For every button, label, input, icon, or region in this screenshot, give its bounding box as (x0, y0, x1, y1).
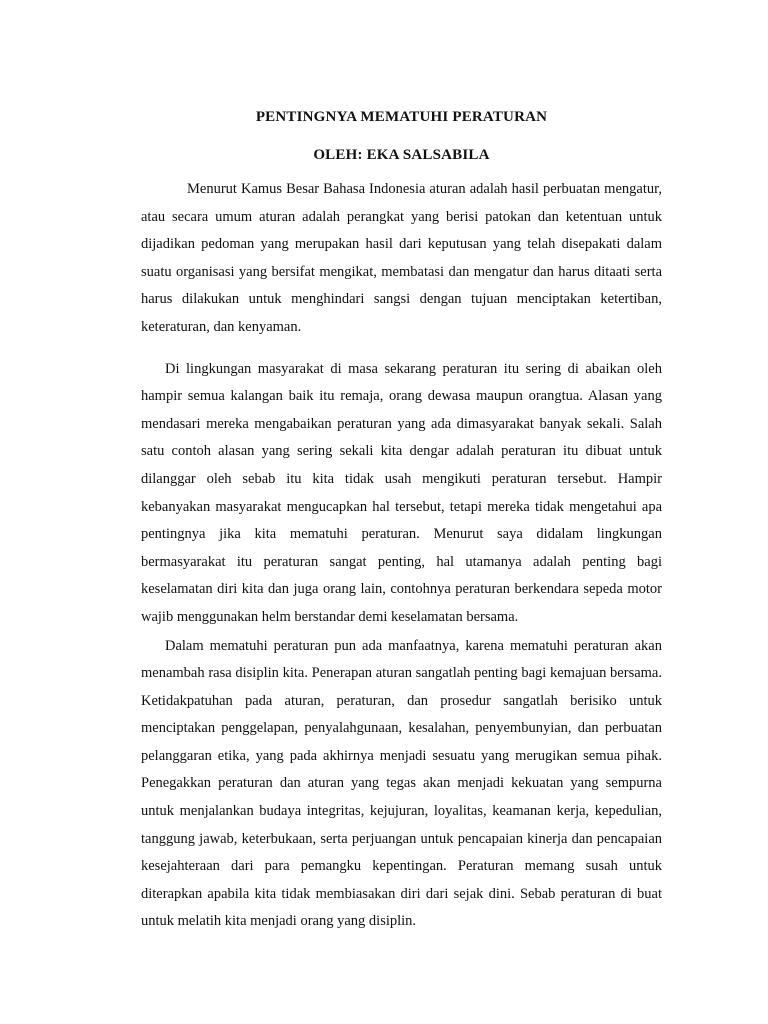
paragraph-benefits: Dalam mematuhi peraturan pun ada manfaatnya, karena mematuhi peraturan akan menambah rasa disiplin kita. Penerapan aturan sangatlah penting bagi kemajuan bersama. Ketidakpatuhan pada aturan, peraturan, dan prosedur sangatlah berisiko untuk menciptakan penggelapan, penyalahgunaan, kesalahan, penyembunyian, dan perbuatan pelanggaran etika, yang pada akhirnya menjadi sesuatu yang merugikan semua pihak. Penegakkan peraturan dan aturan yang tegas akan menjadi kekuatan yang sempurna untuk menjalankan budaya integritas, kejujuran, loyalitas, keamanan kerja, kepedulian, tanggung jawab, keterbukaan, serta perjuangan untuk pencapaian kinerja dan pencapaian kesejahteraan dari para pemangku kepentingan. Peraturan memang susah untuk diterapkan apabila kita tidak membiasakan diri dari sejak dini. Sebab peraturan di buat untuk melatih kita menjadi orang yang disiplin. (141, 637, 662, 930)
document-body (141, 108, 662, 936)
document-author: OLEH: EKA SALSABILA (313, 147, 490, 163)
paragraph-definition: Menurut Kamus Besar Bahasa Indonesia aturan adalah hasil perbuatan mengatur, atau secara umum aturan adalah perangkat yang berisi patokan dan ketentuan untuk dijadikan pedoman yang merupakan hasil dari keputusan yang telah disepakati dalam suatu organisasi yang bersifat mengikat, membatasi dan mengatur dan harus ditaati serta harus dilakukan untuk menghindari sangsi dengan tujuan menciptakan ketertiban, keteraturan, dan kenyaman. (141, 181, 662, 335)
document-title: PENTINGNYA MEMATUHI PERATURAN (255, 109, 548, 125)
paragraph-society: Di lingkungan masyarakat di masa sekarang peraturan itu sering di abaikan oleh hampir semua kalangan baik itu remaja, orang dewasa maupun orangtua. Alasan yang mendasari mereka mengabaikan peraturan yang ada dimasyarakat banyak sekali. Salah satu contoh alasan yang sering sekali kita dengar adalah peraturan itu dibuat untuk dilanggar oleh sebab itu kita tidak usah mengikuti peraturan tersebut. Hampir kebanyakan masyarakat mengucapkan hal tersebut, tetapi mereka tidak mengetahui apa pentingnya jika kita mematuhi peraturan. Menurut saya didalam lingkungan bermasyarakat itu peraturan sangat penting, hal utamanya adalah penting bagi keselamatan diri kita dan juga orang lain, contohnya peraturan berkendara sepeda motor wajib menggunakan helm berstandar demi keselamatan bersama. (141, 360, 662, 625)
